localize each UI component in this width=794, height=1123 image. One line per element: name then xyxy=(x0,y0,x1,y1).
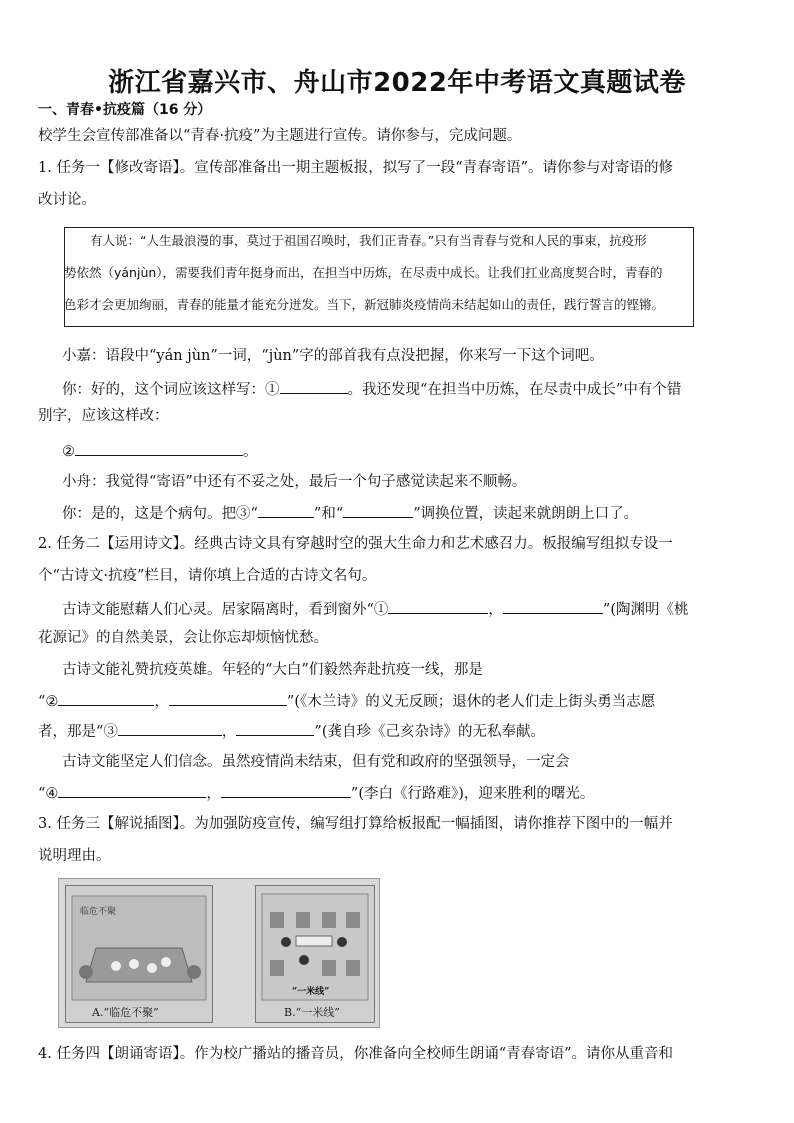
illustration-a-sign: 临危不聚 xyxy=(80,907,117,917)
q2-p2-cont: “② ， ”(《木兰诗》的义无反顾；退休的老人们走上街头勇当志愿 xyxy=(38,690,760,712)
illustration-a-drawing xyxy=(66,886,212,1022)
q3-line2: 说明理由。 xyxy=(38,848,111,864)
poem-blank-1b[interactable] xyxy=(503,598,603,614)
q3-line1: 3. 任务三【解说插图】。为加强防疫宣传，编写组打算给板报配一幅插图，请你推荐下图中的一幅并 xyxy=(38,816,673,832)
dialog-answer-2: ② 。 xyxy=(62,440,784,462)
q2-line2: 个“古诗文·抗疫”栏目，请你填上合适的古诗文名句。 xyxy=(38,568,377,584)
box-line-1: 有人说：“人生最浪漫的事，莫过于祖国召唤时，我们正青春。”只有当青春与党和人民的事束，抗疫形 xyxy=(90,233,647,248)
dialog-you-2: 你：是的，这是个病句。把③“ ”和“ ”调换位置，读起来就朗朗上口了。 xyxy=(62,502,784,524)
dialog-you-1: 你：好的，这个词应该这样写：① 。我还发现“在担当中历炼，在尽责中成长”中有个错 xyxy=(62,378,784,400)
box-line-3: 色彩才会更加绚丽，青春的能量才能充分迸发。当下，新冠肺炎疫情尚未结起如山的责任，践行誓言的铿锵。 xyxy=(64,297,665,312)
page-title: 浙江省嘉兴市、舟山市2022年中考语文真题试卷 xyxy=(108,68,686,98)
poem-blank-2b[interactable] xyxy=(169,690,287,706)
answer-blank-2[interactable] xyxy=(75,440,243,456)
q4-line1: 4. 任务四【朗诵寄语】。作为校广播站的播音员，你准备向全校师生朗诵“青春寄语”。请你从重音和 xyxy=(38,1046,674,1062)
poem-blank-2a[interactable] xyxy=(58,690,154,706)
q2-p2-cont2: 者，那是“③ ， ”(龚自珍《己亥杂诗》的无私奉献。 xyxy=(38,720,760,742)
illustration-panel xyxy=(58,878,380,1028)
caption-a: A.“临危不聚” xyxy=(92,1006,159,1019)
intro-text: 校学生会宣传部准备以“青春·抗疫”为主题进行宣传。请你参与，完成问题。 xyxy=(38,128,522,144)
poem-blank-3b[interactable] xyxy=(236,720,314,736)
q2-p3-cont: “④ ， ”(李白《行路难》)，迎来胜利的曙光。 xyxy=(38,782,760,804)
q2-p3: 古诗文能坚定人们信念。虽然疫情尚未结束，但有党和政府的坚强领导，一定会 xyxy=(62,754,570,770)
illustration-b[interactable] xyxy=(255,885,375,1023)
dialog-you-1-cont: 别字，应该这样改： xyxy=(38,408,169,424)
poem-blank-1a[interactable] xyxy=(388,598,488,614)
illustration-a[interactable] xyxy=(65,885,213,1023)
q2-p1-cont: 花源记》的自然美景，会让你忘却烦恼忧愁。 xyxy=(38,630,328,646)
answer-blank-3a[interactable] xyxy=(258,502,314,518)
q2-p2: 古诗文能礼赞抗疫英雄。年轻的“大白”们毅然奔赴抗疫一线，那是 xyxy=(62,662,483,678)
q1-line2: 改讨论。 xyxy=(38,192,96,208)
dialog-xiaojia: 小嘉：语段中“yán jùn”一词，“jùn”字的部首我有点没把握，你来写一下这个词吧。 xyxy=(62,348,604,364)
q2-line1: 2. 任务二【运用诗文】。经典古诗文具有穿越时空的强大生命力和艺术感召力。板报编写组拟专设一 xyxy=(38,536,673,552)
poem-blank-4a[interactable] xyxy=(58,782,206,798)
illustration-b-sign: “一米线” xyxy=(292,987,330,997)
answer-blank-3b[interactable] xyxy=(343,502,413,518)
q1-line1: 1. 任务一【修改寄语】。宣传部准备出一期主题板报，拟写了一段“青春寄语”。请你参与对寄语的修 xyxy=(38,160,674,176)
answer-blank-1[interactable] xyxy=(280,378,348,394)
dialog-xiaozhou: 小舟：我觉得“寄语”中还有不妥之处，最后一个句子感觉读起来不顺畅。 xyxy=(62,474,527,490)
illustration-b-drawing xyxy=(256,886,374,1022)
section-heading: 一、青春•抗疫篇（16 分） xyxy=(38,102,212,118)
caption-b: B.“一米线” xyxy=(284,1006,340,1019)
poem-blank-3a[interactable] xyxy=(118,720,222,736)
box-line-2: 势依然（yánjùn），需要我们青年挺身而出，在担当中历炼，在尽责中成长。让我们扛业高度契合时，青春的 xyxy=(64,265,663,280)
q2-p1: 古诗文能慰藉人们心灵。居家隔离时，看到窗外“① ， ”(陶渊明《桃 xyxy=(62,598,784,620)
poem-blank-4b[interactable] xyxy=(221,782,351,798)
